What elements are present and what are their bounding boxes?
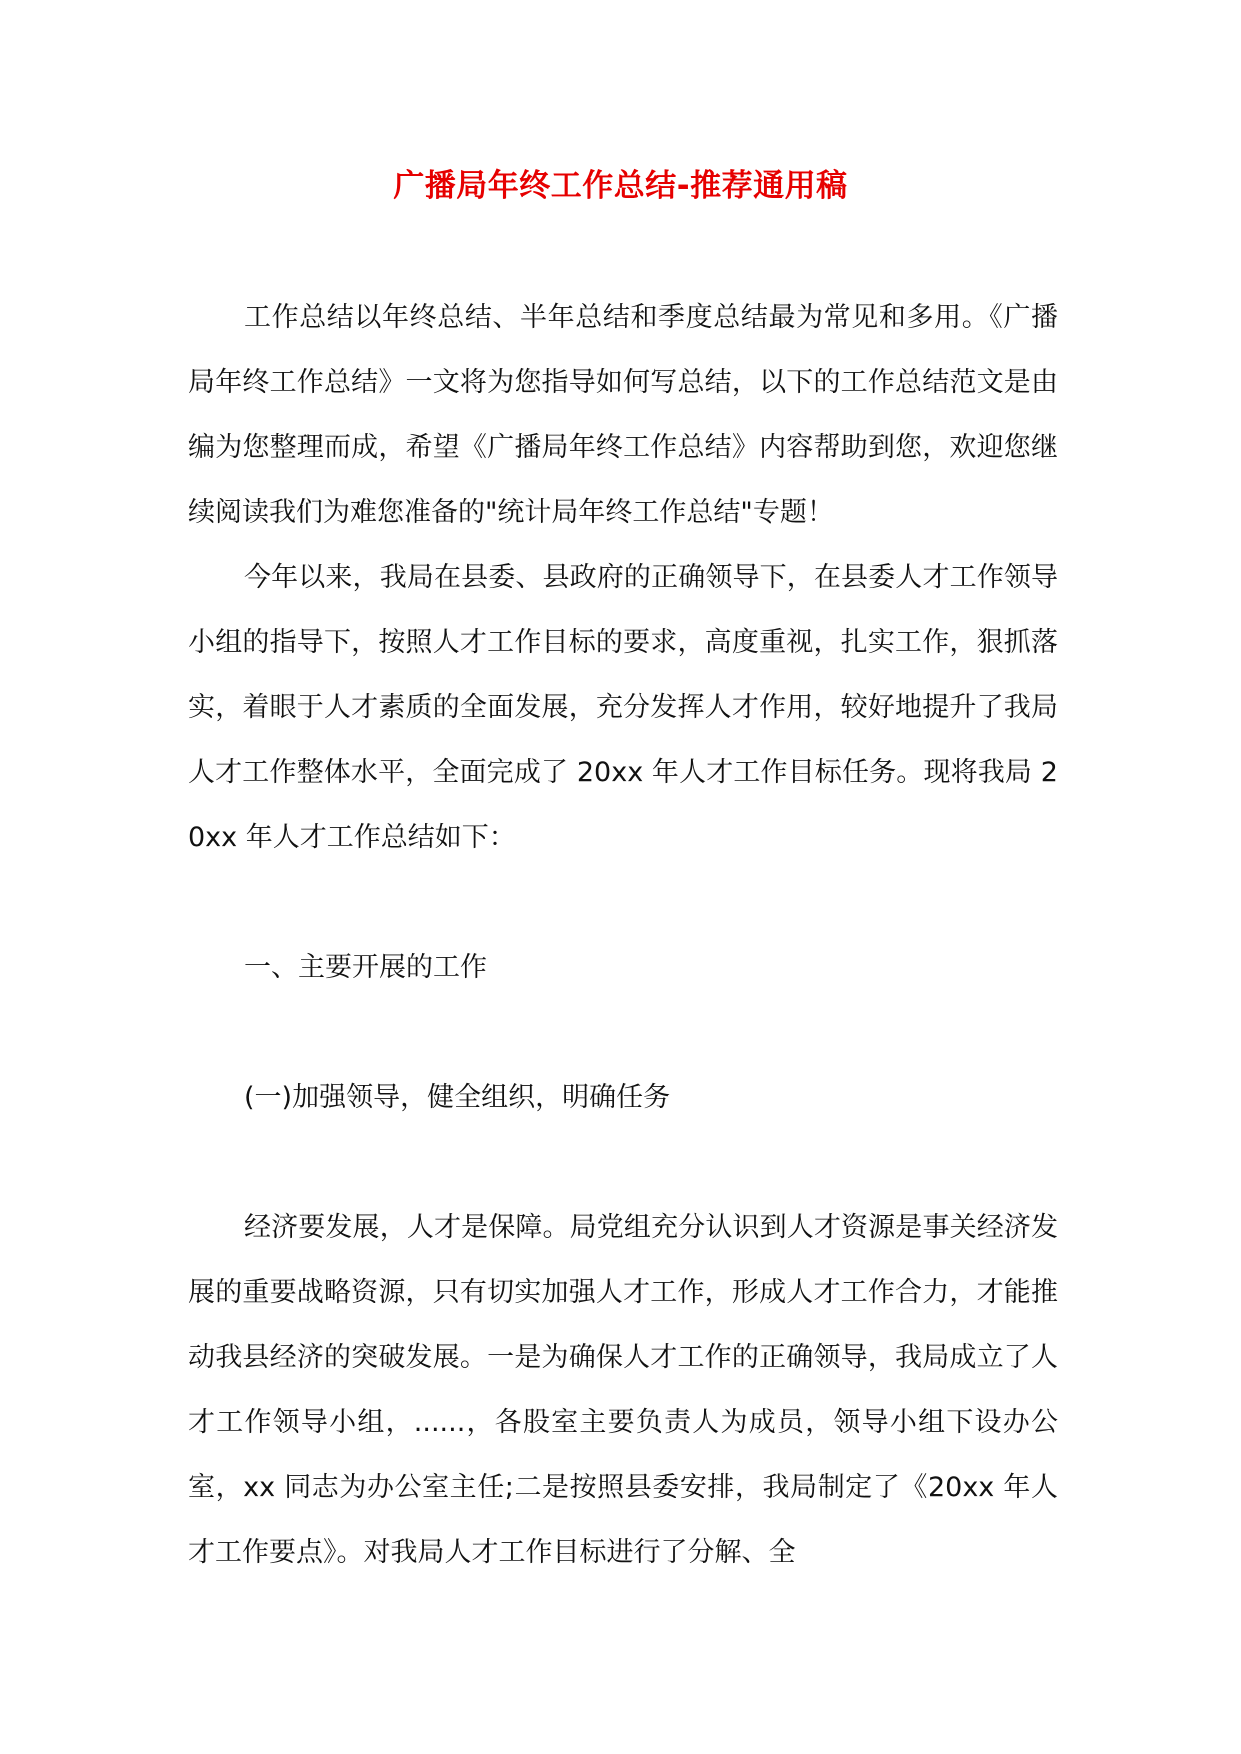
body-paragraph: 经济要发展，人才是保障。局党组充分认识到人才资源是事关经济发展的重要战略资源，只有切实加强人才工作，形成人才工作合力，才能推动我县经济的突破发展。一是为确保人才工作的正确领导，我局成立了人才工作领导小组，......，各股室主要负责人为成员，领导小组下设办公室，xx 同志为办公室主任;二是按照县委安排，我局制定了《20xx 年人才工作要点》。对我局人才工作目标进行了分解、全	[188, 1212, 1058, 1568]
overview-paragraph: 今年以来，我局在县委、县政府的正确领导下，在县委人才工作领导小组的指导下，按照人才工作目标的要求，高度重视，扎实工作，狠抓落实，着眼于人才素质的全面发展，充分发挥人才作用，较好地提升了我局人才工作整体水平，全面完成了 20xx 年人才工作目标任务。现将我局 20xx 年人才工作总结如下：	[188, 562, 1058, 853]
document-title: 广播局年终工作总结-推荐通用稿	[393, 168, 848, 204]
intro-paragraph: 工作总结以年终总结、半年总结和季度总结最为常见和多用。《广播局年终工作总结》一文将为您指导如何写总结，以下的工作总结范文是由编为您整理而成，希望《广播局年终工作总结》内容帮助到您，欢迎您继续阅读我们为难您准备的"统计局年终工作总结"专题！	[188, 302, 1058, 528]
section-heading: 一、主要开展的工作	[244, 952, 487, 983]
subsection-heading: (一)加强领导，健全组织，明确任务	[244, 1082, 671, 1113]
